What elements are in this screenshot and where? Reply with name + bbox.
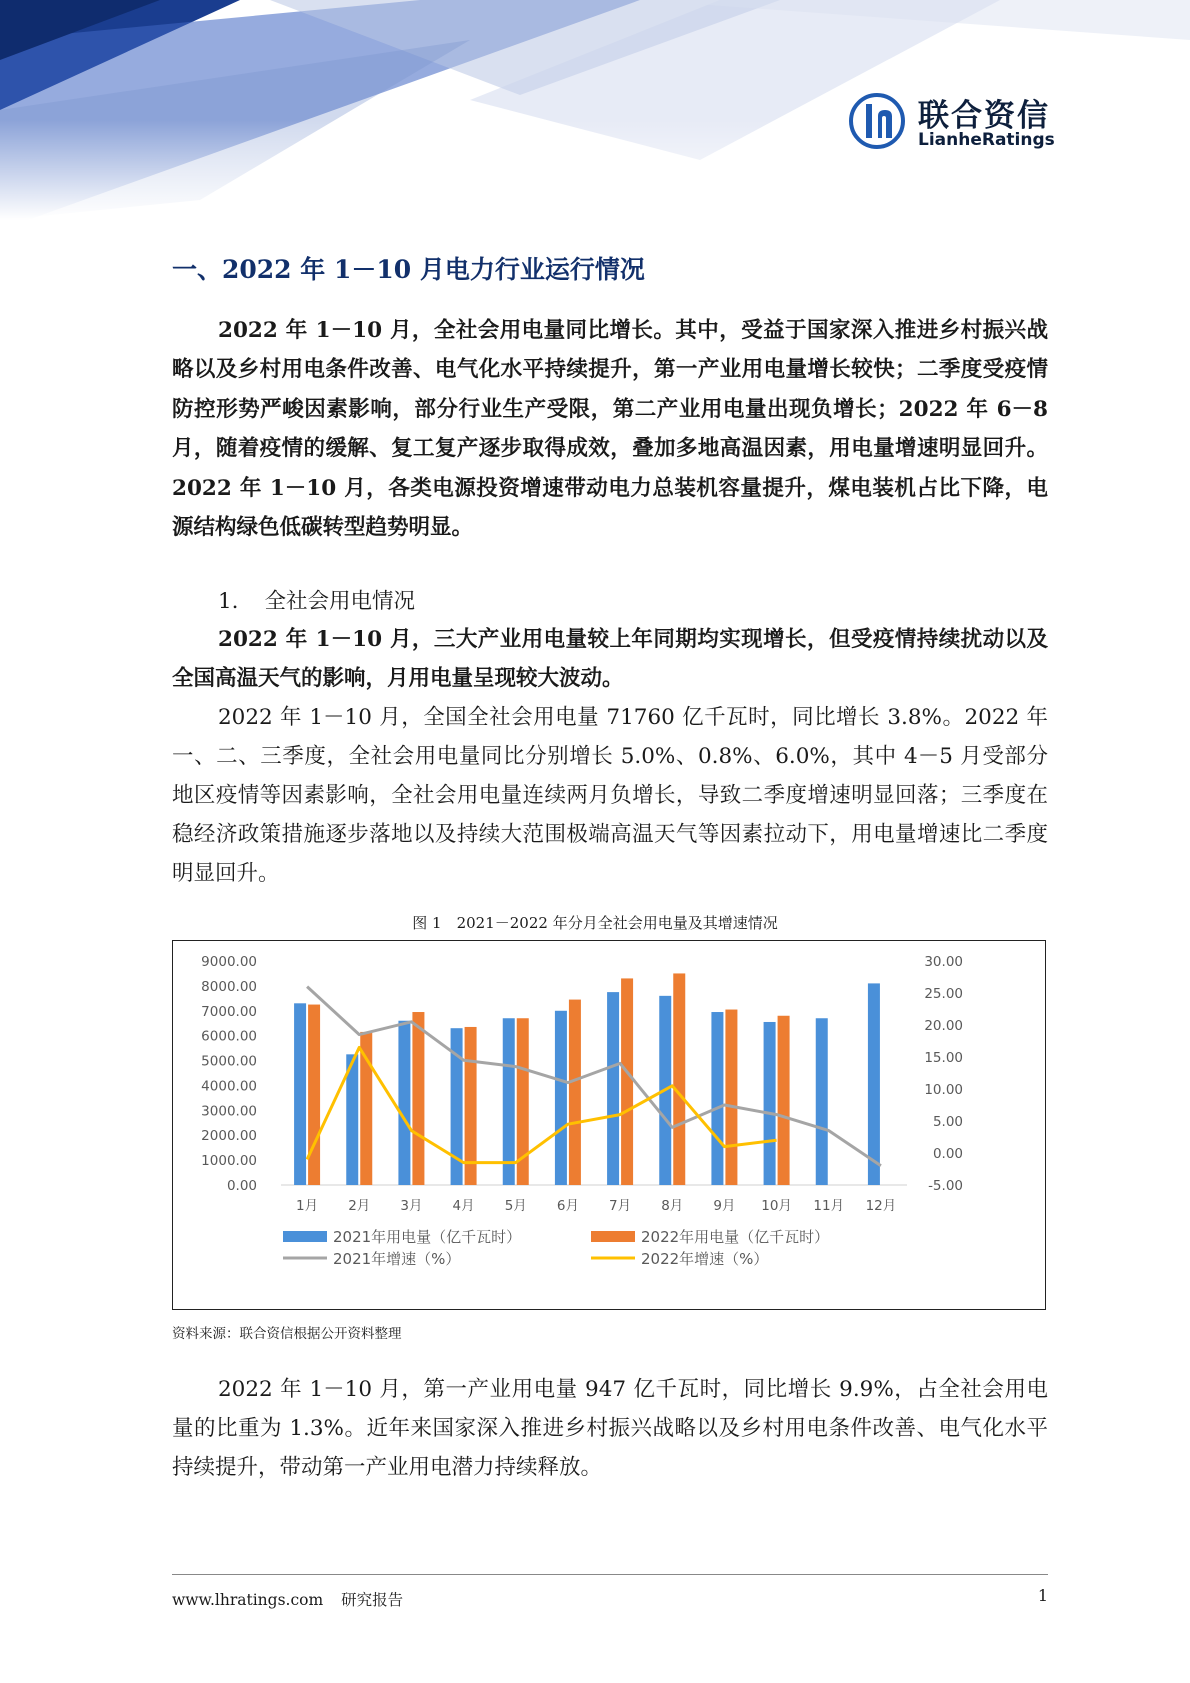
subsection-title: 全社会用电情况 <box>264 589 416 614</box>
bar-2022 <box>725 1010 737 1185</box>
bar-2021 <box>503 1018 515 1185</box>
y-left-tick-label: 9000.00 <box>201 954 257 970</box>
x-tick-label: 5月 <box>504 1198 527 1214</box>
subsection-heading <box>218 584 415 615</box>
y-right-tick-label: -5.00 <box>928 1178 963 1194</box>
y-left-tick-label: 0.00 <box>226 1178 257 1194</box>
legend-swatch <box>283 1231 327 1242</box>
bar-2022 <box>360 1032 372 1185</box>
y-left-tick-label: 6000.00 <box>201 1028 257 1045</box>
y-right-tick-label: 15.00 <box>924 1050 963 1066</box>
bar-2021 <box>711 1012 723 1185</box>
bar-2022 <box>778 1016 790 1185</box>
figure-caption: 图 1 2021－2022 年分月全社会用电量及其增速情况 <box>412 914 778 932</box>
bar-2021 <box>398 1021 410 1185</box>
y-left-tick-label: 2000.00 <box>201 1128 257 1145</box>
x-tick-label: 11月 <box>813 1198 845 1214</box>
footer-left <box>172 1588 403 1610</box>
legend-label: 2022年增速（%） <box>641 1250 769 1268</box>
bar-2021 <box>868 983 880 1185</box>
x-tick-label: 8月 <box>661 1198 684 1214</box>
subsection-number: 1. <box>218 589 239 614</box>
bar-2021 <box>607 992 619 1185</box>
y-right-tick-label: 30.00 <box>924 954 963 970</box>
chart-svg <box>173 941 1047 1311</box>
legend-label: 2021年增速（%） <box>333 1250 461 1268</box>
electricity-chart <box>172 940 1046 1310</box>
x-tick-label: 6月 <box>556 1198 579 1214</box>
logo-name-en: LianheRatings <box>918 130 1055 150</box>
bar-2022 <box>569 1000 581 1185</box>
x-tick-label: 12月 <box>865 1198 897 1214</box>
lianhe-logo-icon <box>848 92 906 150</box>
y-right-tick-label: 0.00 <box>932 1146 963 1162</box>
legend-label: 2022年用电量（亿千瓦时） <box>641 1228 830 1246</box>
footer-divider <box>172 1574 1048 1575</box>
footer-website[interactable]: www.lhratings.com <box>172 1591 324 1609</box>
y-left-tick-label: 8000.00 <box>201 978 257 995</box>
legend-label: 2021年用电量（亿千瓦时） <box>333 1228 522 1246</box>
bar-2021 <box>555 1011 567 1185</box>
bar-2022 <box>412 1012 424 1185</box>
legend-swatch <box>591 1231 635 1242</box>
line-2022-growth <box>307 1047 777 1162</box>
page-number: 1 <box>1037 1586 1048 1605</box>
y-right-tick-label: 10.00 <box>924 1082 963 1098</box>
y-right-tick-label: 20.00 <box>924 1018 963 1034</box>
y-left-tick-label: 1000.00 <box>201 1153 257 1170</box>
y-right-tick-label: 25.00 <box>924 986 963 1002</box>
x-tick-label: 1月 <box>296 1198 319 1214</box>
x-tick-label: 3月 <box>400 1198 423 1214</box>
bar-2021 <box>294 1003 306 1185</box>
x-tick-label: 7月 <box>609 1198 632 1214</box>
y-left-tick-label: 3000.00 <box>201 1103 257 1120</box>
body-paragraph: 2022 年 1－10 月，全国全社会用电量 71760 亿千瓦时，同比增长 3.8%。2022 年一、二、三季度，全社会用电量同比分别增长 5.0%、0.8%、6.0%，其中 4－5 月受部分地区疫情等因素影响，全社会用电量连续两月负增长，导致二季度增速明显回落；三季度在稳经济政策措施逐步落地以及持续大范围极端高温天气等因素拉动下，用电量增速比二季度明显回升。 <box>172 705 1048 886</box>
lead-paragraph: 2022 年 1－10 月，三大产业用电量较上年同期均实现增长，但受疫情持续扰动以及全国高温天气的影响，月用电量呈现较大波动。 <box>172 627 1048 691</box>
y-left-tick-label: 5000.00 <box>201 1053 257 1070</box>
logo-name-cn: 联合资信 <box>918 98 1050 134</box>
closing-paragraph: 2022 年 1－10 月，第一产业用电量 947 亿千瓦时，同比增长 9.9%，占全社会用电量的比重为 1.3%。近年来国家深入推进乡村振兴战略以及乡村用电条件改善、电气化水平持续提升，带动第一产业用电潜力持续释放。 <box>172 1377 1048 1480</box>
footer-tag: 研究报告 <box>341 1591 404 1609</box>
line-2021-growth <box>307 987 881 1166</box>
bar-2021 <box>764 1022 776 1185</box>
x-tick-label: 9月 <box>713 1198 736 1214</box>
company-logo <box>848 88 1068 158</box>
y-left-tick-label: 4000.00 <box>201 1078 257 1095</box>
bar-2022 <box>673 973 685 1185</box>
bar-2021 <box>816 1018 828 1185</box>
summary-paragraph: 2022 年 1－10 月，全社会用电量同比增长。其中，受益于国家深入推进乡村振兴战略以及乡村用电条件改善、电气化水平持续提升，第一产业用电量增长较快；二季度受疫情防控形势严峻因素影响，部分行业生产受限，第二产业用电量出现负增长；2022 年 6－8 月，随着疫情的缓解、复工复产逐步取得成效，叠加多地高温因素，用电量增速明显回升。2022 年 1－10 月，各类电源投资增速带动电力总装机容量提升，煤电装机占比下降，电源结构绿色低碳转型趋势明显。 <box>172 318 1048 541</box>
x-tick-label: 10月 <box>761 1198 792 1214</box>
figure-source: 资料来源：联合资信根据公开资料整理 <box>172 1326 402 1342</box>
bar-2022 <box>621 978 633 1185</box>
section-title: 一、2022 年 1－10 月电力行业运行情况 <box>172 255 645 284</box>
bar-2022 <box>308 1005 320 1185</box>
x-tick-label: 2月 <box>348 1198 371 1214</box>
y-right-tick-label: 5.00 <box>932 1114 963 1130</box>
x-tick-label: 4月 <box>452 1198 475 1214</box>
y-left-tick-label: 7000.00 <box>201 1003 257 1020</box>
